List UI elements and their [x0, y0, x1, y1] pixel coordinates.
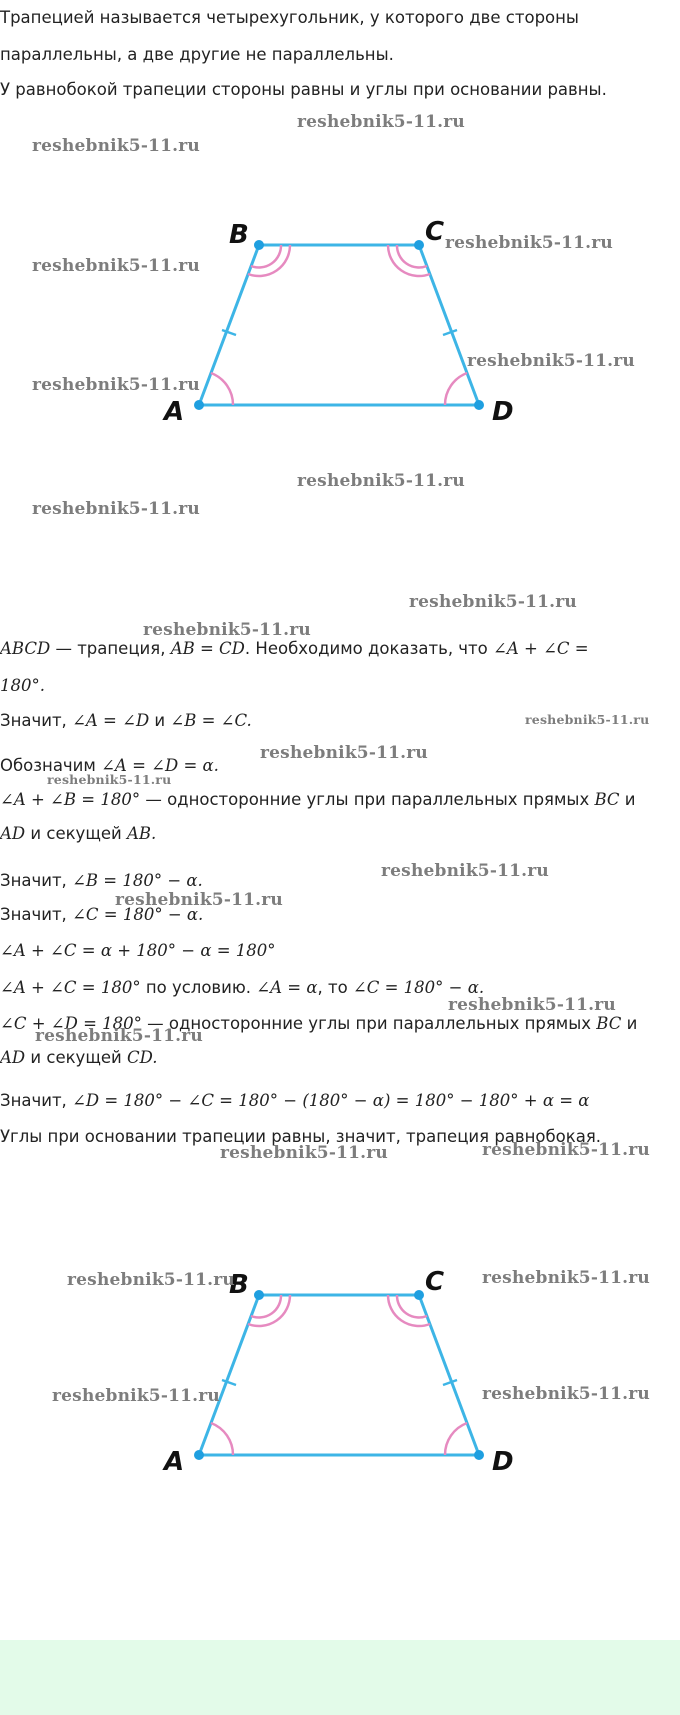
- watermark: reshebnik5-11.ru: [409, 592, 577, 612]
- definition-line-1: Трапецией называется четырехугольник, у которого две стороны: [0, 8, 579, 27]
- watermark: reshebnik5-11.ru: [32, 375, 200, 395]
- conclusion: Углы при основании трапеции равны, значит, трапеция равнобокая.: [0, 1127, 602, 1146]
- watermark: reshebnik5-11.ru: [297, 471, 465, 491]
- proof-line-9-cont: AD и секущей CD.: [0, 1048, 158, 1067]
- watermark: reshebnik5-11.ru: [482, 1384, 650, 1404]
- vertex-b: [254, 240, 264, 250]
- label-c: C: [425, 217, 445, 247]
- proof-line-5: Значит, ∠B = 180° − α.: [0, 871, 203, 890]
- label-a: A: [164, 1447, 185, 1477]
- watermark: reshebnik5-11.ru: [32, 256, 200, 276]
- vertex-a: [194, 1450, 204, 1460]
- proof-line-10: Значит, ∠D = 180° − ∠C = 180° − (180° − α) = 180° − 180° + α = α: [0, 1091, 590, 1110]
- watermark: reshebnik5-11.ru: [445, 233, 613, 253]
- watermark: reshebnik5-11.ru: [115, 890, 283, 910]
- vertex-c: [414, 240, 424, 250]
- vertex-d: [474, 400, 484, 410]
- trapezoid-figure-2: [0, 1230, 680, 1477]
- angle-arc-d: [445, 373, 467, 405]
- watermark: reshebnik5-11.ru: [381, 861, 549, 881]
- watermark: reshebnik5-11.ru: [448, 995, 616, 1015]
- proof-line-7: ∠A + ∠C = α + 180° − α = 180°: [0, 941, 276, 960]
- proof-line-3: Обозначим ∠A = ∠D = α.: [0, 756, 219, 775]
- watermark: reshebnik5-11.ru: [47, 772, 172, 787]
- footer-band: [0, 1640, 680, 1715]
- label-d: D: [492, 397, 514, 427]
- trapezoid-shape-1: [194, 240, 484, 410]
- watermark: reshebnik5-11.ru: [32, 136, 200, 156]
- watermark: reshebnik5-11.ru: [482, 1140, 650, 1160]
- proof-line-8: ∠A + ∠C = 180° по условию. ∠A = α, то ∠C = 180° − α.: [0, 978, 485, 997]
- definition-line-2: параллельны, а две другие не параллельны.: [0, 45, 394, 64]
- proof-line-2: Значит, ∠A = ∠D и ∠B = ∠C.: [0, 711, 252, 730]
- trapezoid-shape-2: [194, 1290, 484, 1460]
- proof-line-4: ∠A + ∠B = 180° — односторонние углы при параллельных прямых BC и: [0, 790, 636, 809]
- watermark: reshebnik5-11.ru: [143, 620, 311, 640]
- proof-line-1: ABCD — трапеция, AB = CD. Необходимо доказать, что ∠A + ∠C =: [0, 639, 589, 658]
- angle-arc-a: [211, 373, 233, 405]
- label-d: D: [492, 1447, 514, 1477]
- watermark: reshebnik5-11.ru: [525, 712, 650, 727]
- watermark: reshebnik5-11.ru: [32, 499, 200, 519]
- proof-line-4-cont: AD и секущей AB.: [0, 824, 157, 843]
- watermark: reshebnik5-11.ru: [52, 1386, 220, 1406]
- watermark: reshebnik5-11.ru: [482, 1268, 650, 1288]
- watermark: reshebnik5-11.ru: [260, 743, 428, 763]
- watermark: reshebnik5-11.ru: [297, 112, 465, 132]
- vertex-b: [254, 1290, 264, 1300]
- proof-line-6: Значит, ∠C = 180° − α.: [0, 905, 204, 924]
- proof-line-1-cont: 180°.: [0, 676, 45, 695]
- vertex-c: [414, 1290, 424, 1300]
- vertex-d: [474, 1450, 484, 1460]
- watermark: reshebnik5-11.ru: [67, 1270, 235, 1290]
- label-b: B: [229, 220, 249, 250]
- label-c: C: [425, 1267, 445, 1297]
- watermark: reshebnik5-11.ru: [35, 1026, 203, 1046]
- label-a: A: [164, 397, 185, 427]
- angle-arc-d: [445, 1423, 467, 1455]
- vertex-a: [194, 400, 204, 410]
- watermark: reshebnik5-11.ru: [220, 1143, 388, 1163]
- watermark: reshebnik5-11.ru: [467, 351, 635, 371]
- proof-line-9: ∠C + ∠D = 180° — односторонние углы при параллельных прямых BC и: [0, 1014, 638, 1033]
- label-b: B: [229, 1270, 249, 1300]
- definition-line-3: У равнобокой трапеции стороны равны и углы при основании равны.: [0, 80, 607, 99]
- trapezoid-outline: [199, 1295, 479, 1455]
- trapezoid-outline: [199, 245, 479, 405]
- angle-arc-a: [211, 1423, 233, 1455]
